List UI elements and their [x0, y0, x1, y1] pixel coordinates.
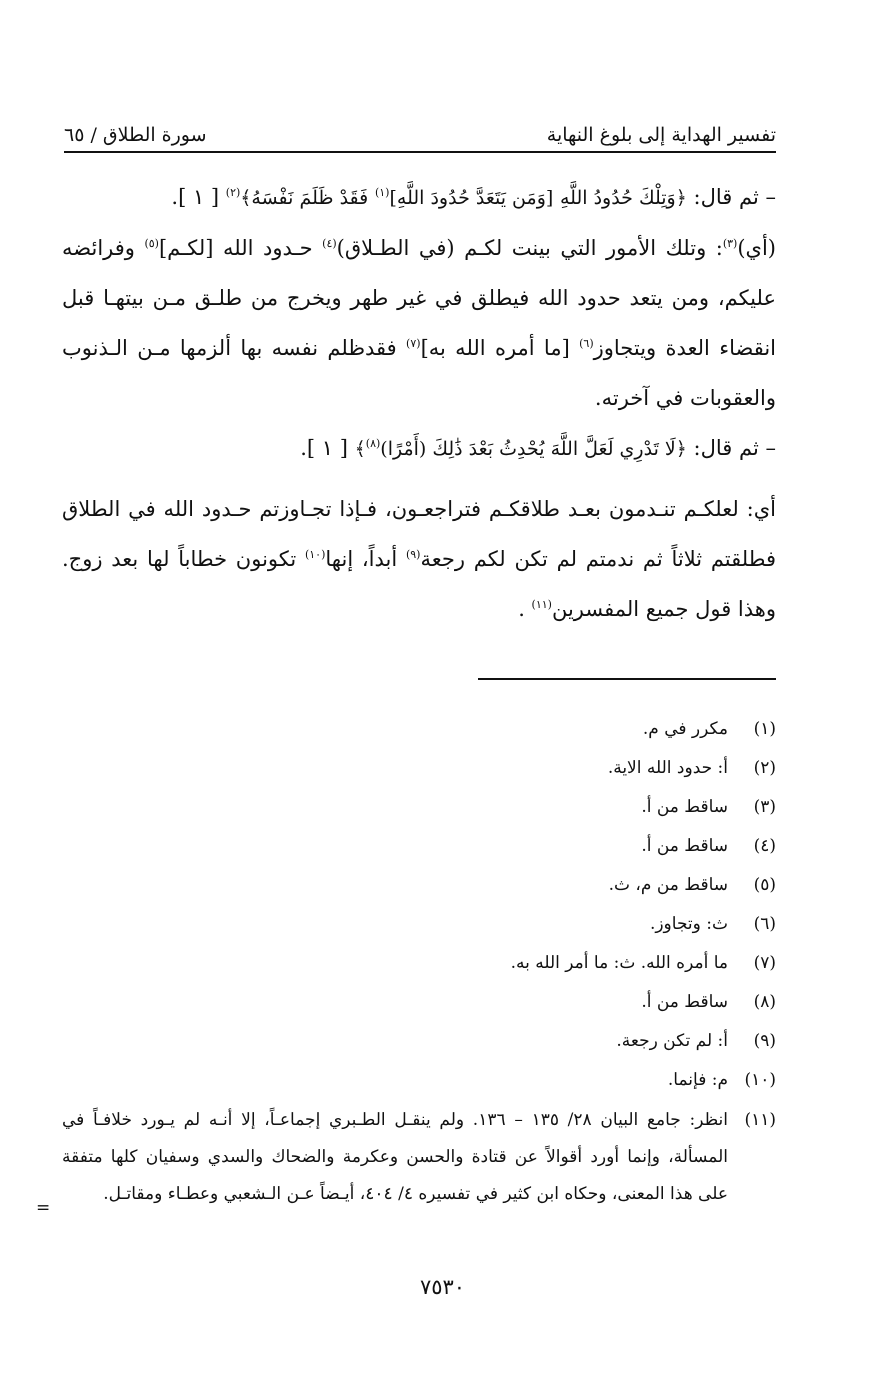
footnote-number: (١١)	[744, 1110, 776, 1130]
text-run: (أي)	[737, 236, 777, 260]
paragraph-verse-2	[62, 423, 776, 474]
footnote-ref-3: (٣)	[722, 237, 738, 250]
footnote-ref-9: (٩)	[405, 548, 421, 561]
footnote-text: انظر: جامع البيان ٢٨/ ١٣٥ – ١٣٦. ولم ينقـل الطـبري إجماعـاً، إلا أنـه لم يـورد خلافـاً في المسألة، وإنما أورد أقوالاً عن قتادة والحسن وعكرمة والضحاك والسدي وسفيان كلها متفقة على هذا المعنى، وحكاه ابن كثير في تفسيره ٤/ ٤٠٤، أيـضاً عـن الـشعبي وعطـاء ومقاتـل.	[62, 1110, 729, 1204]
footnote-number: (١٠)	[744, 1070, 776, 1090]
footnote-item	[62, 1102, 776, 1213]
footnote-text: ساقط من م، ث.	[608, 875, 728, 895]
footnote-text: ساقط من أ.	[641, 836, 728, 856]
running-header	[64, 112, 776, 146]
quran-verse: ﴿لَا تَدْرِي لَعَلَّ اللَّهَ يُحْدِثُ بَعْدَ ذَٰلِكَ (أَمْرًا)	[380, 438, 687, 460]
header-divider	[64, 151, 776, 153]
footnote-item	[62, 905, 776, 944]
text-run: تكونون خطاباً لها بعد زوج. وهذا قول جميع المفسرين	[62, 547, 776, 621]
page-number: ٧٥٣٠	[419, 1275, 466, 1299]
footnote-text: أ: لم تكن رجعة.	[616, 1031, 728, 1051]
footnote-item	[62, 827, 776, 866]
footnote-item	[62, 788, 776, 827]
verse-ref: [ ١ ].	[300, 436, 355, 460]
footnote-divider	[478, 678, 776, 680]
text-run: وفرائضه عليكم، ومن يتعد حدود الله فيطلق في غير طهر ويخرج من طلـق مـن بيتهـا قبل انقضاء العدة ويتجاوز	[62, 236, 776, 360]
verse-ref: [ ١ ].	[171, 185, 226, 209]
footnote-ref-1: (١)	[374, 186, 390, 199]
footnote-number: (٨)	[753, 992, 776, 1012]
footnote-item	[62, 710, 776, 749]
footnote-number: (٦)	[753, 914, 776, 934]
footnote-ref-5: (٥)	[144, 237, 159, 250]
quran-verse: ﴿وَتِلْكَ حُدُودُ اللَّهِ	[559, 187, 687, 209]
quran-verse-cont: فَقَدْ ظَلَمَ نَفْسَهُ﴾	[240, 187, 369, 209]
text-run: .	[518, 597, 532, 621]
verse-close: ﴾	[354, 438, 366, 460]
footnote-item	[62, 749, 776, 788]
footnote-ref-8: (٨)	[365, 437, 381, 450]
text-run: : وتلك الأمور التي بينت لكـم (في الطـلاق)	[336, 236, 723, 260]
surah-page-label: سورة الطلاق / ٦٥	[64, 124, 207, 146]
footnote-text: أ: حدود الله الاية.	[607, 758, 728, 778]
footnote-item	[62, 983, 776, 1022]
footnote-ref-6: (٦)	[579, 337, 594, 350]
footnote-ref-10: (١٠)	[304, 548, 326, 561]
text-run: فقدظلم نفسه بها ألزمها مـن الـذنوب والعقوبات في آخرته.	[62, 336, 776, 410]
footnote-number: (٧)	[753, 953, 776, 973]
footnote-number: (١)	[753, 719, 776, 739]
footnote-text: ما أمره الله. ث: ما أمر الله به.	[510, 953, 728, 973]
text-run: حـدود الله [لكـم]	[158, 236, 323, 260]
paragraph-commentary-1	[62, 223, 776, 423]
text-run: [ما أمره الله به]	[420, 336, 580, 360]
footnote-item	[62, 1061, 776, 1100]
text-run: أي: لعلكـم تنـدمون بعـد طلاقكـم فتراجعـون، فـإذا تجـاوزتم حـدود الله في الطلاق فطلقتم ثلاثاً ثم ندمتم لم تكن لكم رجعة	[62, 497, 776, 571]
text-run: أبداً، إنها	[325, 547, 406, 571]
footnote-ref-2: (٢)	[225, 186, 241, 199]
footnote-item	[62, 944, 776, 983]
verse-intro: – ثم قال:	[686, 185, 776, 209]
footnotes	[62, 710, 776, 1213]
footnote-number: (٩)	[753, 1031, 776, 1051]
book-title: تفسير الهداية إلى بلوغ النهاية	[546, 124, 776, 146]
footnote-text: ث: وتجاوز.	[649, 914, 728, 934]
footnote-item	[62, 866, 776, 905]
footnote-text: م: فإنما.	[667, 1070, 728, 1090]
footnote-ref-7: (٧)	[406, 337, 421, 350]
footnote-item	[62, 1022, 776, 1061]
footnote-number: (٤)	[753, 836, 776, 856]
paragraph-verse-1	[62, 172, 776, 223]
footnote-text: ساقط من أ.	[641, 992, 728, 1012]
verse-intro: – ثم قال:	[686, 436, 776, 460]
footnote-ref-4: (٤)	[322, 237, 337, 250]
main-text	[62, 172, 776, 634]
footnote-ref-11: (١١)	[531, 598, 552, 611]
footnote-number: (٥)	[753, 875, 776, 895]
footnote-number: (٢)	[753, 758, 776, 778]
verse-bracket: [وَمَن يَتَعَدَّ حُدُودَ اللَّهِ]	[389, 187, 554, 209]
footnote-text: مكرر في م.	[642, 719, 728, 739]
paragraph-commentary-2	[62, 484, 776, 634]
continuation-mark: =	[36, 1198, 51, 1218]
footnote-number: (٣)	[753, 797, 776, 817]
footnote-text: ساقط من أ.	[641, 797, 728, 817]
